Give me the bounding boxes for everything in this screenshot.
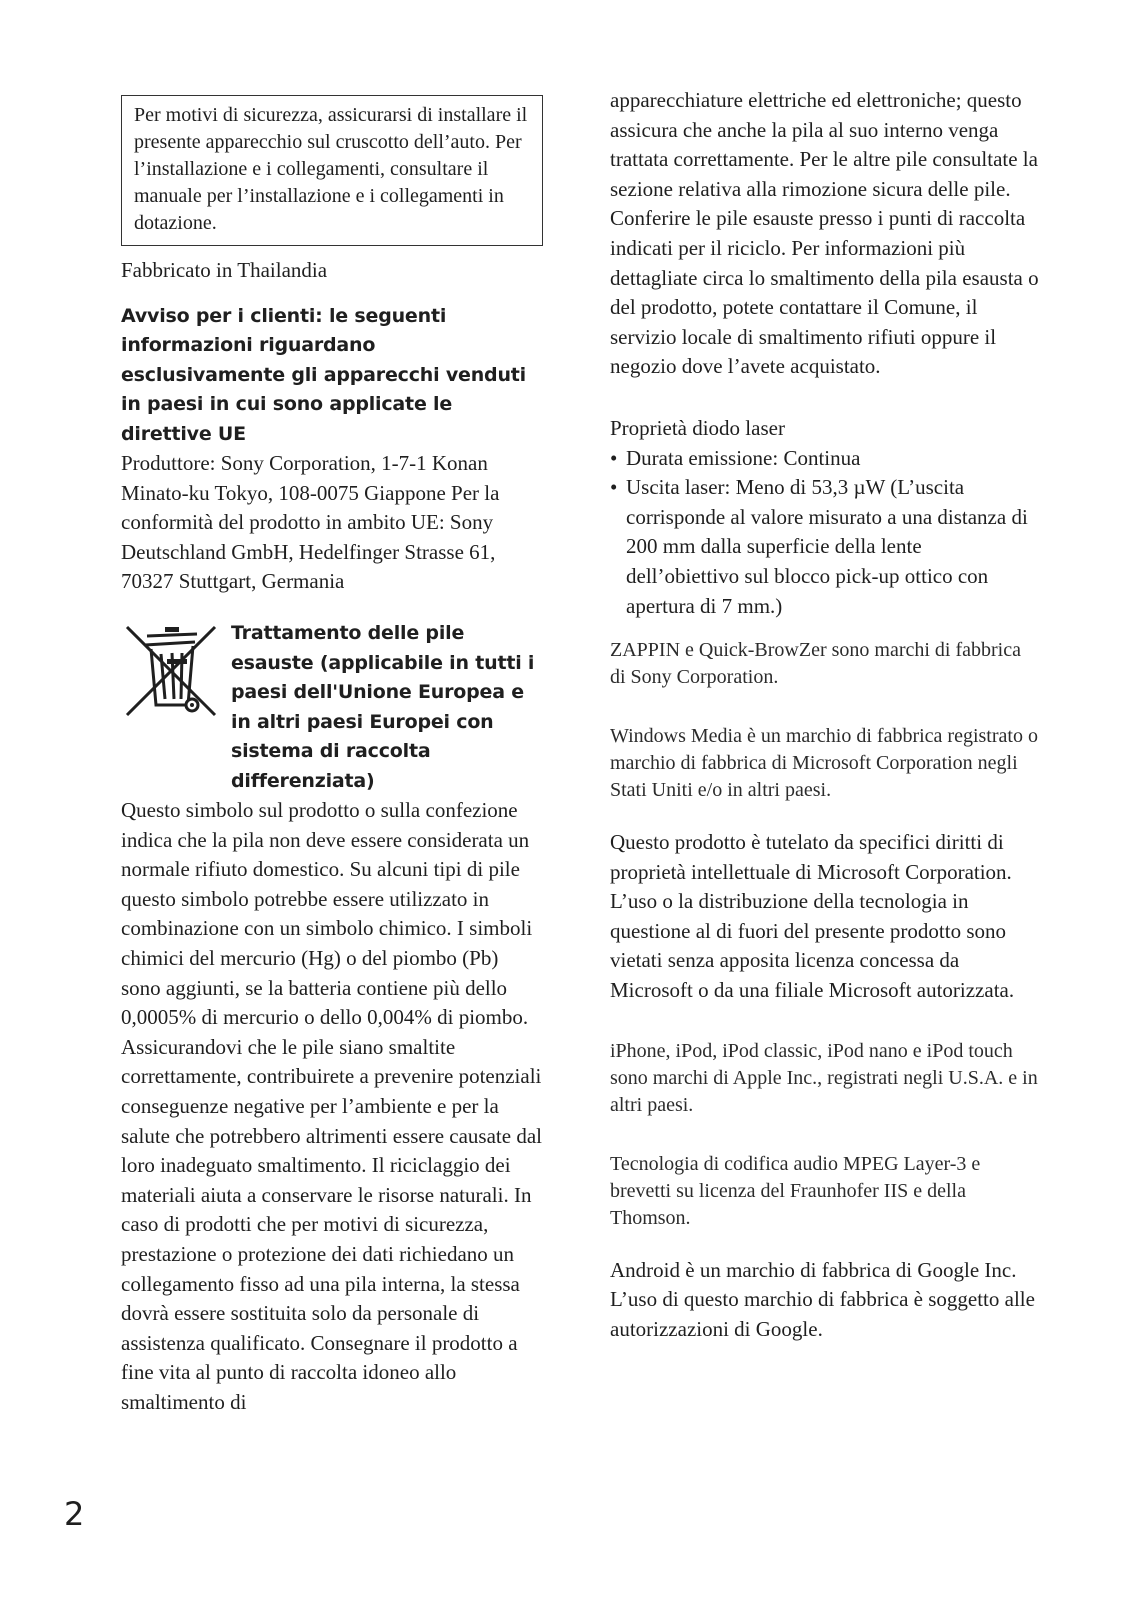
zappin-trademark: ZAPPIN e Quick-BrowZer sono marchi di fabbrica di Sony Corporation.	[610, 639, 1021, 689]
eu-notice-text: Produttore: Sony Corporation, 1-7-1 Konan Minato-ku Tokyo, 108-0075 Giappone Per la conformità del prodotto in ambito UE: Sony Deutschland GmbH, Hedelfinger Strasse 61, 70327 Stuttgart, Germania	[121, 451, 500, 594]
crossed-out-wheeled-bin-icon	[121, 621, 221, 721]
right-column	[610, 86, 1040, 1344]
battery-disposal-continued: apparecchiature elettriche ed elettroniche; questo assicura che anche la pila al suo interno venga trattata correttamente. Per le altre pile consultate la sezione relativa alla rimozione sicura delle pile. Conferire le pile esauste presso i punti di raccolta indicati per il riciclo. Per informazioni più dettagliate circa lo smaltimento della pila esausta o del prodotto, potete contattare il Comune, il servizio locale di smaltimento rifiuti oppure il negozio dove l’avete acquistato.	[610, 88, 1039, 379]
left-column	[121, 86, 543, 1418]
windows-media-trademark: Windows Media è un marchio di fabbrica registrato o marchio di fabbrica di Microsoft Corporation negli Stati Uniti e/o in altri paesi.	[610, 725, 1038, 802]
laser-properties-list	[610, 444, 1040, 622]
microsoft-ip-notice: Questo prodotto è tutelato da specifici diritti di proprietà intellettuale di Microsoft Corporation. L’uso o la distribuzione della tecnologia in questione al di fuori del presente prodotto sono vietati senza apposita licenza concessa da Microsoft o da una filiale Microsoft autorizzata.	[610, 830, 1015, 1003]
battery-disposal-header	[121, 619, 543, 796]
apple-trademark: iPhone, iPod, iPod classic, iPod nano e iPod touch sono marchi di Apple Inc., registrati negli U.S.A. e in altri paesi.	[610, 1039, 1038, 1116]
battery-disposal-heading: Trattamento delle pile esauste (applicabile in tutti i paesi dell'Unione Europea e in altri paesi Europei con sistema di raccolta differenziata)	[231, 622, 535, 792]
laser-heading: Proprietà diodo laser	[610, 415, 785, 440]
safety-notice-text: Per motivi di sicurezza, assicurarsi di installare il presente apparecchio sul cruscotto dell’auto. Per l’installazione e i collegamenti, consultare il manuale per l’installazione e i collegamenti in dotazione.	[134, 104, 528, 234]
safety-notice-box	[121, 95, 543, 246]
mpeg-notice: Tecnologia di codifica audio MPEG Layer-3 e brevetti su licenza del Fraunhofer IIS e della Thomson.	[610, 1152, 981, 1229]
battery-disposal-text: Questo simbolo sul prodotto o sulla confezione indica che la pila non deve essere considerata un normale rifiuto domestico. Su alcuni tipi di pile questo simbolo potrebbe essere utilizzato in combinazione con un simbolo chimico. I simboli chimici del mercurio (Hg) o del piombo (Pb) sono aggiunti, se la batteria contiene più dello 0,0005% di mercurio o dello 0,004% di piombo. Assicurandovi che le pile siano smaltite correttamente, contribuirete a prevenire potenziali conseguenze negative per l’ambiente e per la salute che potrebbero altrimenti essere causate dal loro inadeguato smaltimento. Il riciclaggio dei materiali aiuta a conservare le risorse naturali. In caso di prodotti che per motivi di sicurezza, prestazione o protezione dei dati richiedano un collegamento fisso ad una pila interna, la stessa dovrà essere sostituita solo da personale di assistenza qualificato. Consegnare il prodotto a fine vita al punto di raccolta idoneo allo smaltimento di	[121, 798, 542, 1414]
list-item: • Durata emissione: Continua	[610, 445, 861, 470]
made-in-text: Fabbricato in Thailandia	[121, 258, 328, 282]
page-number: 2	[64, 1495, 85, 1533]
android-trademark: Android è un marchio di fabbrica di Google Inc. L’uso di questo marchio di fabbrica è soggetto alle autorizzazioni di Google.	[610, 1257, 1035, 1341]
list-item: • Uscita laser: Meno di 53,3 µW (L’uscita corrisponde al valore misurato a una distanza di 200 mm dalla superficie della lente dell’obiettivo sul blocco pick-up ottico con apertura di 7 mm.)	[610, 475, 1028, 618]
eu-notice-heading: Avviso per i clienti: le seguenti informazioni riguardano esclusivamente gli apparecchi venduti in paesi in cui sono applicate le direttive UE	[121, 304, 526, 445]
